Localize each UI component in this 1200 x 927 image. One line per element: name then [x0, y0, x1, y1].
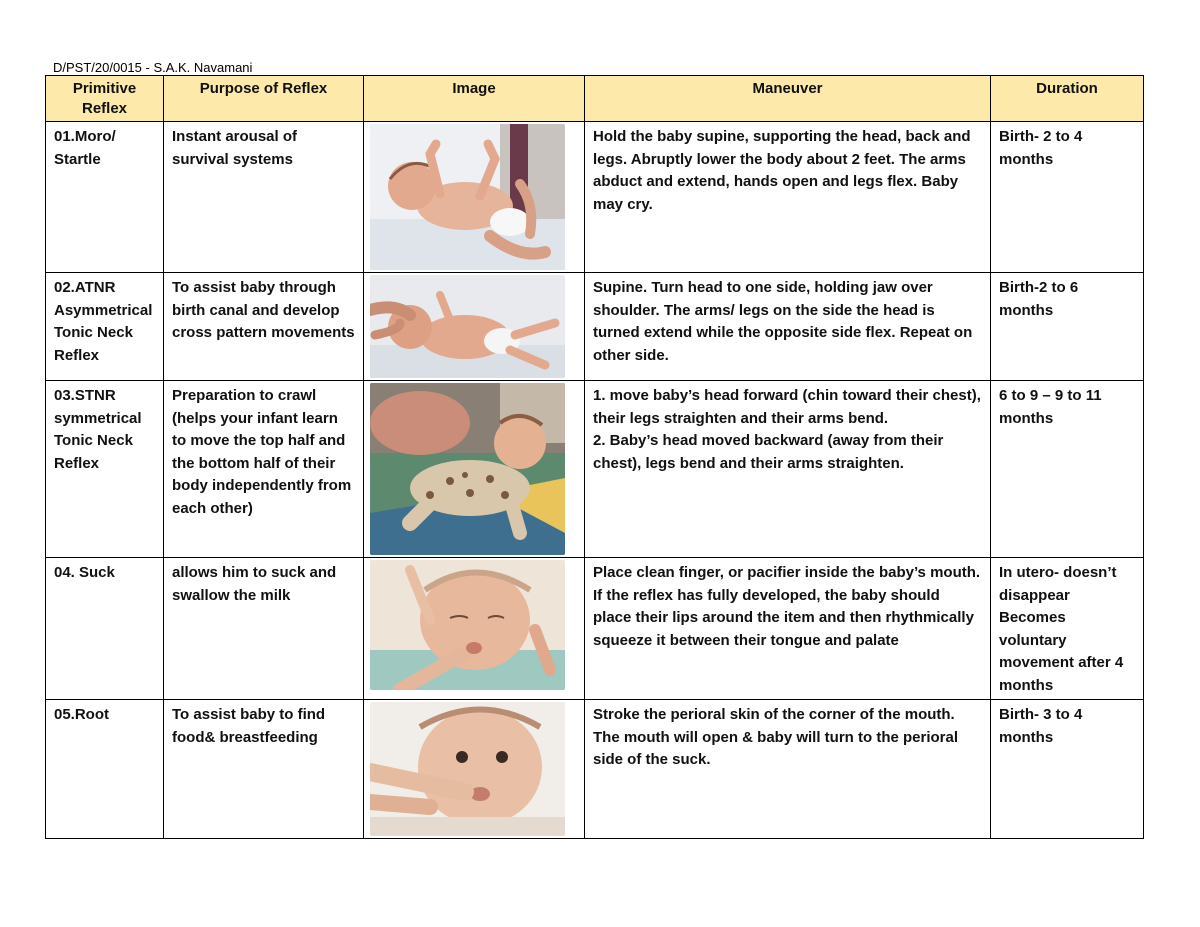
reflex-duration-cell: Birth- 3 to 4 months [991, 700, 1144, 839]
column-header-image: Image [364, 76, 585, 122]
reflex-name-cell: 05.Root [46, 700, 164, 839]
reflex-name-cell: 03.STNR symmetrical Tonic Neck Reflex [46, 381, 164, 558]
baby-photo-atnr [370, 275, 565, 378]
reflex-duration-cell: Birth- 2 to 4 months [991, 122, 1144, 273]
column-header-duration: Duration [991, 76, 1144, 122]
table-row [46, 273, 1144, 381]
reflex-maneuver-cell: Supine. Turn head to one side, holding jaw over shoulder. The arms/ legs on the side the head is turned extend while the opposite side flex. Repeat on other side. [585, 273, 991, 381]
reflex-purpose-cell: allows him to suck and swallow the milk [164, 558, 364, 700]
reflex-image-cell [364, 558, 585, 700]
document-header: D/PST/20/0015 - S.A.K. Navamani [53, 60, 253, 75]
baby-photo-stnr [370, 383, 565, 555]
reflex-duration-cell: 6 to 9 – 9 to 11 months [991, 381, 1144, 558]
baby-photo-root [370, 702, 565, 836]
table-row [46, 381, 1144, 558]
reflex-purpose-cell: Instant arousal of survival systems [164, 122, 364, 273]
reflex-maneuver-cell: Hold the baby supine, supporting the head, back and legs. Abruptly lower the body about 2 feet. The arms abduct and extend, hands open and legs flex. Baby may cry. [585, 122, 991, 273]
reflex-maneuver-cell: Stroke the perioral skin of the corner of the mouth. The mouth will open & baby will turn to the perioral side of the suck. [585, 700, 991, 839]
reflex-duration-cell: Birth-2 to 6 months [991, 273, 1144, 381]
reflex-duration-cell: In utero- doesn’t disappear Becomes voluntary movement after 4 months [991, 558, 1144, 700]
reflex-name-cell: 02.ATNR Asymmetrical Tonic Neck Reflex [46, 273, 164, 381]
reflex-table [45, 75, 1144, 839]
column-header-maneuver: Maneuver [585, 76, 991, 122]
table-row [46, 700, 1144, 839]
reflex-maneuver-cell: Place clean finger, or pacifier inside the baby’s mouth. If the reflex has fully developed, the baby should place their lips around the item and then rhythmically squeeze it between their tongue and palate [585, 558, 991, 700]
reflex-image-cell [364, 381, 585, 558]
reflex-image-cell [364, 700, 585, 839]
reflex-maneuver-cell: 1. move baby’s head forward (chin toward their chest), their legs straighten and their arms bend. 2. Baby’s head moved backward (away from their chest), legs bend and their arms straighten. [585, 381, 991, 558]
reflex-purpose-cell: To assist baby through birth canal and develop cross pattern movements [164, 273, 364, 381]
baby-photo-moro [370, 124, 565, 270]
reflex-image-cell [364, 122, 585, 273]
reflex-purpose-cell: To assist baby to find food& breastfeeding [164, 700, 364, 839]
reflex-name-cell: 04. Suck [46, 558, 164, 700]
reflex-image-cell [364, 273, 585, 381]
reflex-name-cell: 01.Moro/ Startle [46, 122, 164, 273]
table-header-row [46, 76, 1144, 122]
reflex-purpose-cell: Preparation to crawl (helps your infant learn to move the top half and the bottom half of their body independently from each other) [164, 381, 364, 558]
table-row [46, 558, 1144, 700]
column-header-purpose: Purpose of Reflex [164, 76, 364, 122]
baby-photo-suck [370, 560, 565, 690]
table-row [46, 122, 1144, 273]
column-header-reflex: Primitive Reflex [46, 76, 164, 122]
